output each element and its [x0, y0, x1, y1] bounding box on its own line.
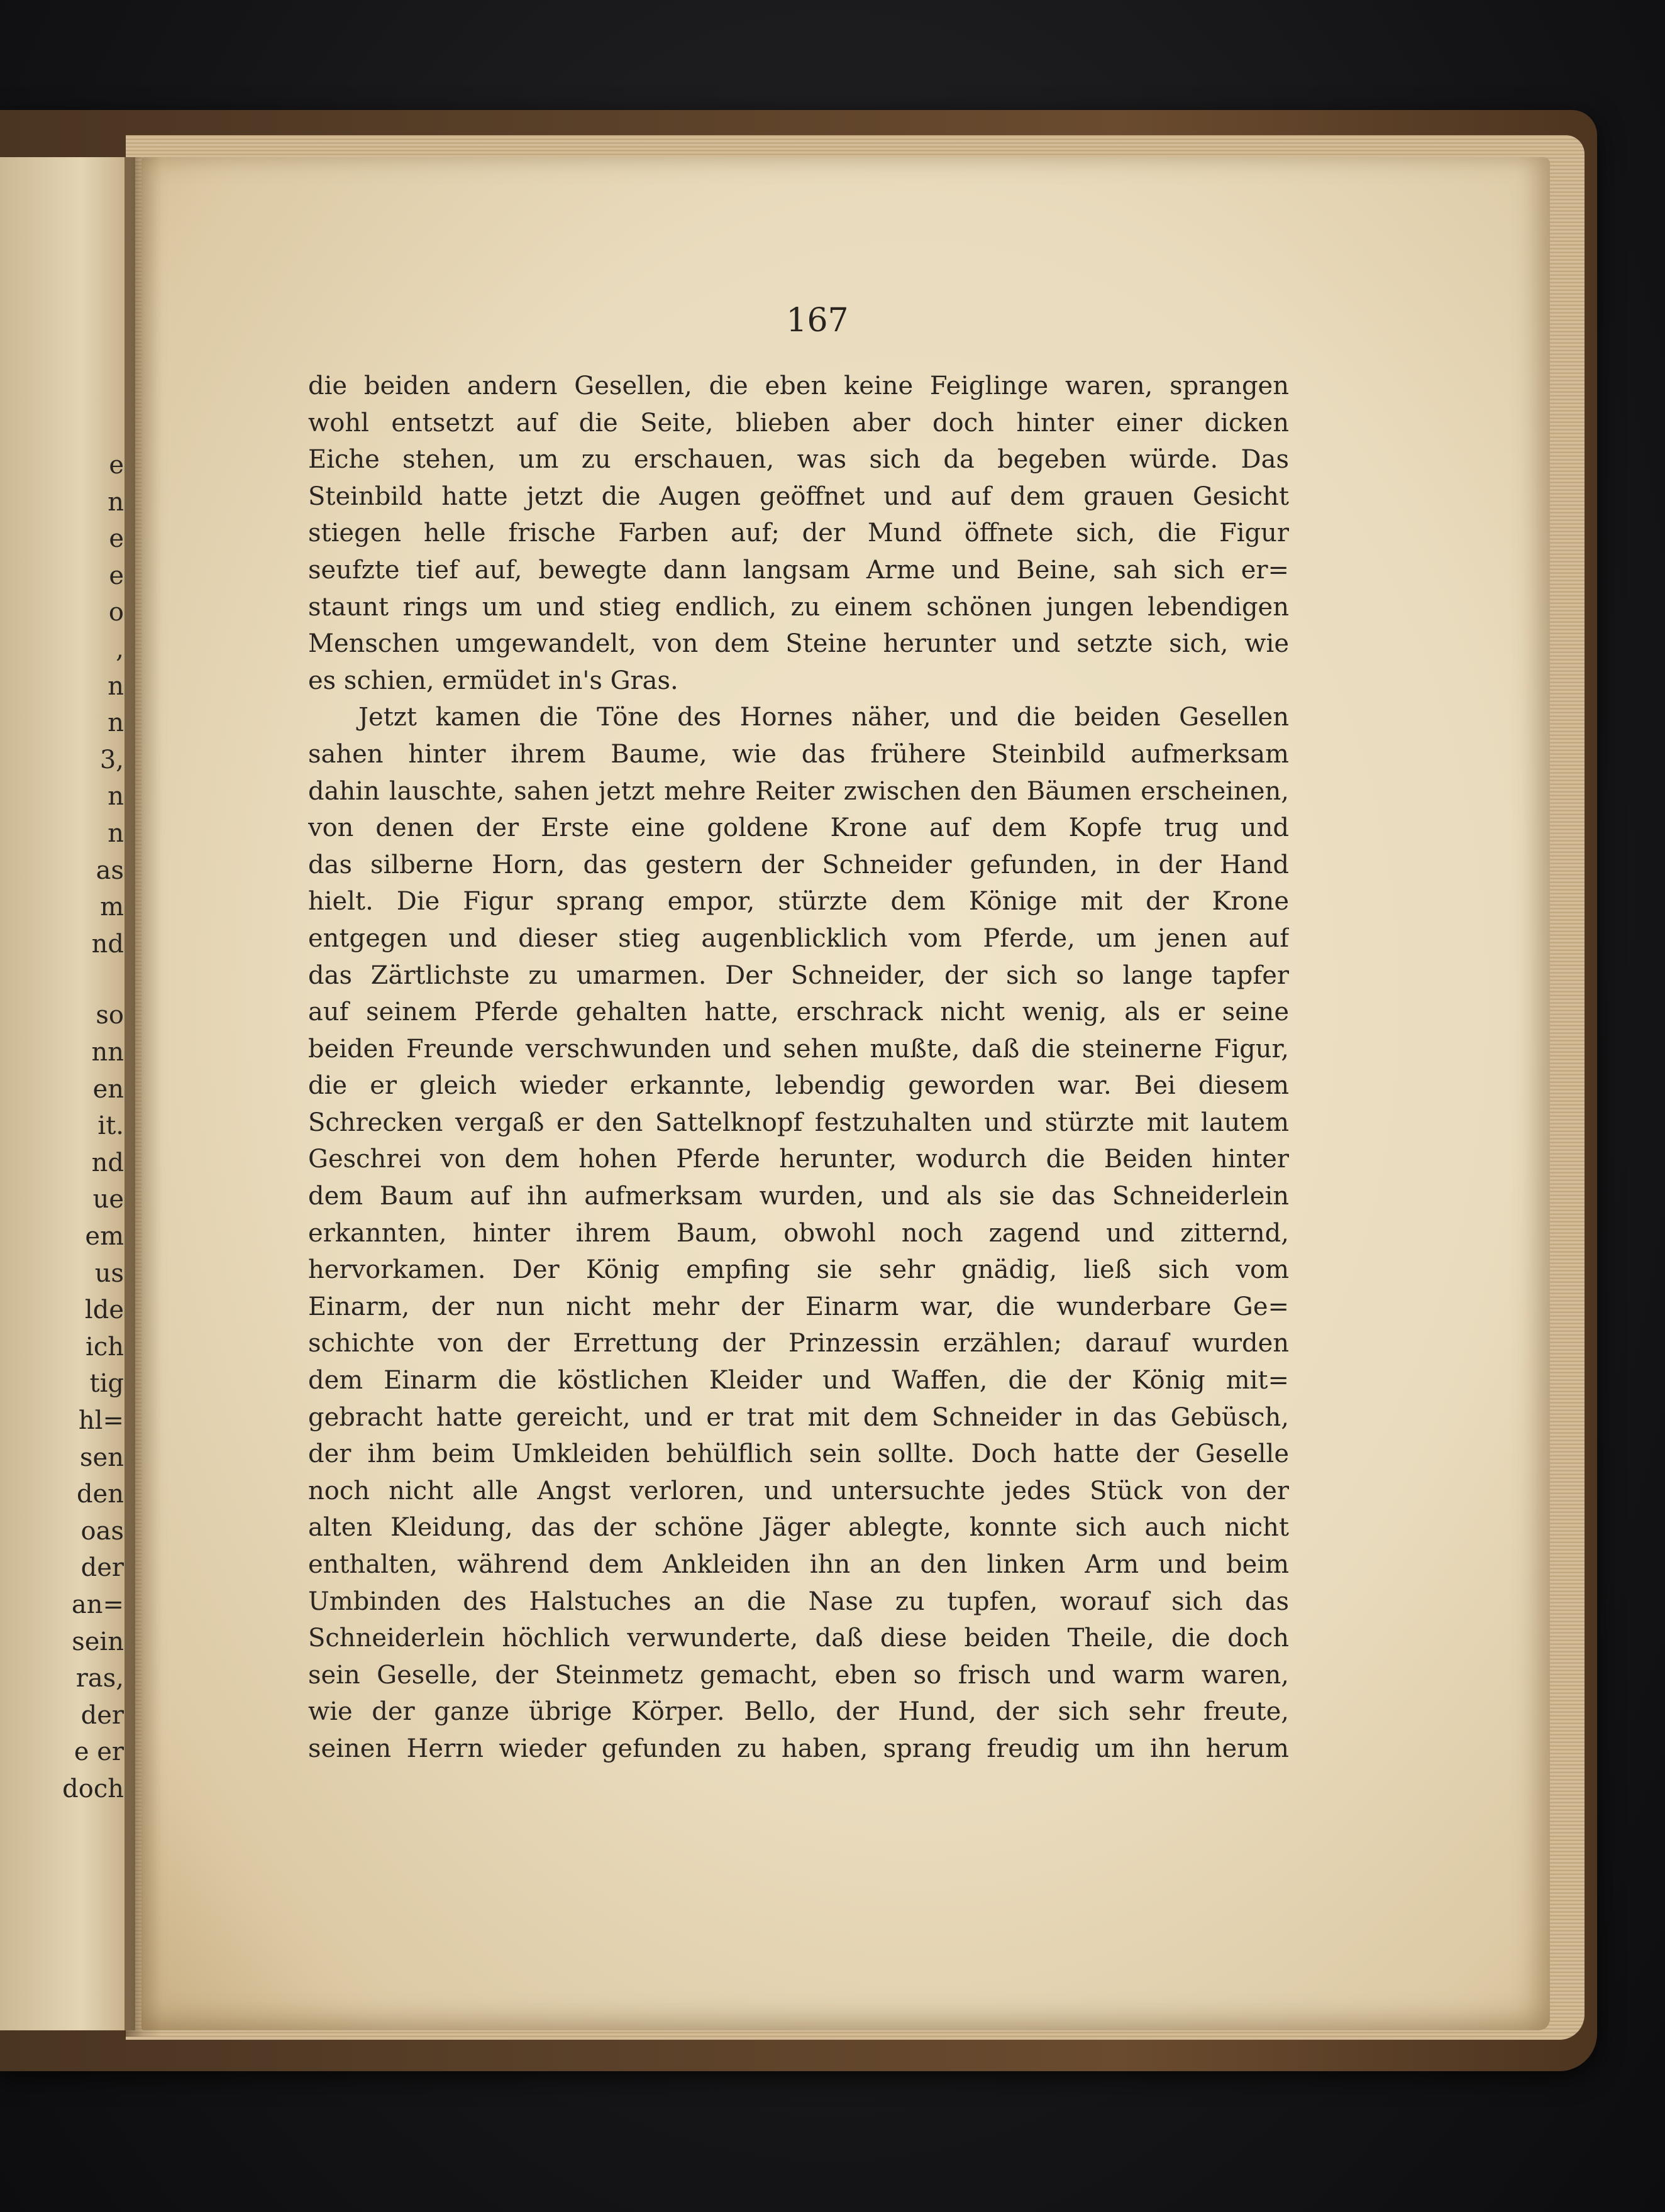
- left-page-text-fragment: e er: [74, 1737, 124, 1767]
- left-page-text-fragment: ich: [86, 1332, 124, 1362]
- left-page-text-fragment: e: [109, 451, 124, 480]
- text-line: Menschen umgewandelt, von dem Steine herunter und setzte sich, wie: [308, 629, 1289, 659]
- text-line: auf seinem Pferde gehalten hatte, erschrack nicht wenig, als er seine: [308, 998, 1289, 1027]
- left-page-text-fragment: n: [108, 782, 124, 812]
- left-page-text-fragment: e: [109, 561, 124, 590]
- left-page-text-fragment: hl=: [78, 1406, 124, 1435]
- text-line: noch nicht alle Angst verloren, und untersuchte jedes Stück von der: [308, 1476, 1289, 1505]
- text-line: von denen der Erste eine goldene Krone auf dem Kopfe trug und: [308, 813, 1289, 843]
- text-line: entgegen und dieser stieg augenblicklich vom Pferde, um jenen auf: [308, 923, 1289, 953]
- text-line: dem Baum auf ihn aufmerksam wurden, und als sie das Schneiderlein: [308, 1182, 1289, 1211]
- left-page-text-fragment: as: [96, 856, 124, 885]
- left-page-text-fragment: em: [85, 1222, 124, 1251]
- left-page-text-fragment: m: [100, 893, 124, 922]
- text-line: Eiche stehen, um zu erschauen, was sich da begeben würde. Das: [308, 445, 1289, 475]
- text-line: wie der ganze übrige Körper. Bello, der Hund, der sich sehr freute,: [308, 1697, 1289, 1727]
- left-page-text-fragment: ,: [116, 635, 124, 664]
- page-number: 167: [786, 302, 849, 339]
- text-line: staunt rings um und stieg endlich, zu einem schönen jungen lebendigen: [308, 592, 1289, 622]
- left-page-text-fragment: e: [109, 524, 124, 554]
- left-page-text-fragment: n: [108, 487, 124, 517]
- text-line: es schien, ermüdet in's Gras.: [308, 666, 678, 695]
- left-page-text-fragment: so: [96, 1001, 124, 1030]
- left-page-text-fragment: n: [108, 819, 124, 848]
- left-page-text-fragment: sen: [80, 1443, 124, 1472]
- text-line: dem Einarm die köstlichen Kleider und Waffen, die der König mit=: [308, 1366, 1289, 1395]
- text-line: alten Kleidung, das der schöne Jäger ablegte, konnte sich auch nicht: [308, 1513, 1289, 1543]
- left-page-text-fragment: der: [80, 1700, 124, 1730]
- left-page-text-fragment: 3,: [99, 745, 124, 774]
- left-page: [0, 157, 135, 2030]
- text-line: Jetzt kamen die Töne des Hornes näher, und die beiden Gesellen: [358, 703, 1289, 732]
- text-line: gebracht hatte gereicht, und er trat mit dem Schneider in das Gebüsch,: [308, 1402, 1289, 1432]
- text-line: sein Geselle, der Steinmetz gemacht, eben so frisch und warm waren,: [308, 1660, 1289, 1690]
- text-line: Schneiderlein höchlich verwunderte, daß diese beiden Theile, die doch: [308, 1624, 1289, 1653]
- text-line: Umbinden des Halstuches an die Nase zu tupfen, worauf sich das: [308, 1587, 1289, 1616]
- left-page-text-fragment: an=: [71, 1590, 124, 1619]
- left-page-text-fragment: nn: [91, 1038, 124, 1067]
- left-page-text-fragment: oas: [80, 1516, 124, 1546]
- left-page-text-fragment: lde: [84, 1296, 124, 1325]
- text-line: schichte von der Errettung der Prinzessin erzählen; darauf wurden: [308, 1329, 1289, 1358]
- text-line: hielt. Die Figur sprang empor, stürzte dem Könige mit der Krone: [308, 887, 1289, 916]
- left-page-text-fragment: us: [94, 1258, 124, 1288]
- left-page-text-fragment: nd: [91, 1148, 124, 1177]
- text-line: hervorkamen. Der König empfing sie sehr gnädig, ließ sich vom: [308, 1255, 1289, 1285]
- text-line: wohl entsetzt auf die Seite, blieben aber doch hinter einer dicken: [308, 408, 1289, 437]
- left-page-text-fragment: doch: [62, 1775, 124, 1803]
- text-line: enthalten, während dem Ankleiden ihn an den linken Arm und beim: [308, 1550, 1289, 1579]
- left-page-text-fragment: sein: [72, 1627, 124, 1656]
- left-page-text-fragment: ue: [92, 1185, 124, 1214]
- text-line: das Zärtlichste zu umarmen. Der Schneider, der sich so lange tapfer: [308, 960, 1289, 990]
- text-line: Geschrei von dem hohen Pferde herunter, wodurch die Beiden hinter: [308, 1145, 1289, 1174]
- left-page-text-fragment: en: [92, 1074, 124, 1104]
- left-page-text-fragment: tig: [89, 1369, 124, 1399]
- text-line: Steinbild hatte jetzt die Augen geöffnet und auf dem grauen Gesicht: [308, 481, 1289, 511]
- text-line: sahen hinter ihrem Baume, wie das frühere Steinbild aufmerksam: [308, 739, 1289, 769]
- text-line: die er gleich wieder erkannte, lebendig geworden war. Bei diesem: [308, 1071, 1289, 1101]
- text-line: Einarm, der nun nicht mehr der Einarm war, die wunderbare Ge=: [308, 1292, 1289, 1321]
- left-page-text-fragment: n: [108, 708, 124, 738]
- text-line: dahin lauschte, sahen jetzt mehre Reiter zwischen den Bäumen erscheinen,: [308, 776, 1289, 806]
- text-line: Schrecken vergaß er den Sattelknopf festzuhalten und stürzte mit lautem: [308, 1108, 1289, 1137]
- left-page-text-fragment: nd: [91, 929, 124, 959]
- left-page-text-fragment: der: [80, 1553, 124, 1583]
- left-page-text-fragment: den: [76, 1480, 124, 1509]
- text-line: beiden Freunde verschwunden und sehen mußte, daß die steinerne Figur,: [308, 1034, 1289, 1064]
- left-page-text-fragment: ras,: [75, 1664, 124, 1693]
- left-page-text-fragment: it.: [97, 1111, 124, 1141]
- text-line: die beiden andern Gesellen, die eben keine Feiglinge waren, sprangen: [308, 371, 1289, 400]
- left-page-text-fragment: o: [108, 598, 124, 627]
- text-line: seufzte tief auf, bewegte dann langsam Arme und Beine, sah sich er=: [308, 555, 1289, 585]
- page-text-block: [308, 368, 1289, 1768]
- text-line: seinen Herrn wieder gefunden zu haben, sprang freudig um ihn herum: [308, 1734, 1289, 1763]
- text-line: der ihm beim Umkleiden behülflich sein sollte. Doch hatte der Geselle: [308, 1439, 1289, 1469]
- text-line: erkannten, hinter ihrem Baum, obwohl noch zagend und zitternd,: [308, 1218, 1289, 1248]
- text-line: stiegen helle frische Farben auf; der Mund öffnete sich, die Figur: [308, 519, 1289, 548]
- book-gutter: [124, 157, 162, 2037]
- text-line: das silberne Horn, das gestern der Schneider gefunden, in der Hand: [308, 850, 1289, 879]
- left-page-text-fragment: n: [108, 671, 124, 701]
